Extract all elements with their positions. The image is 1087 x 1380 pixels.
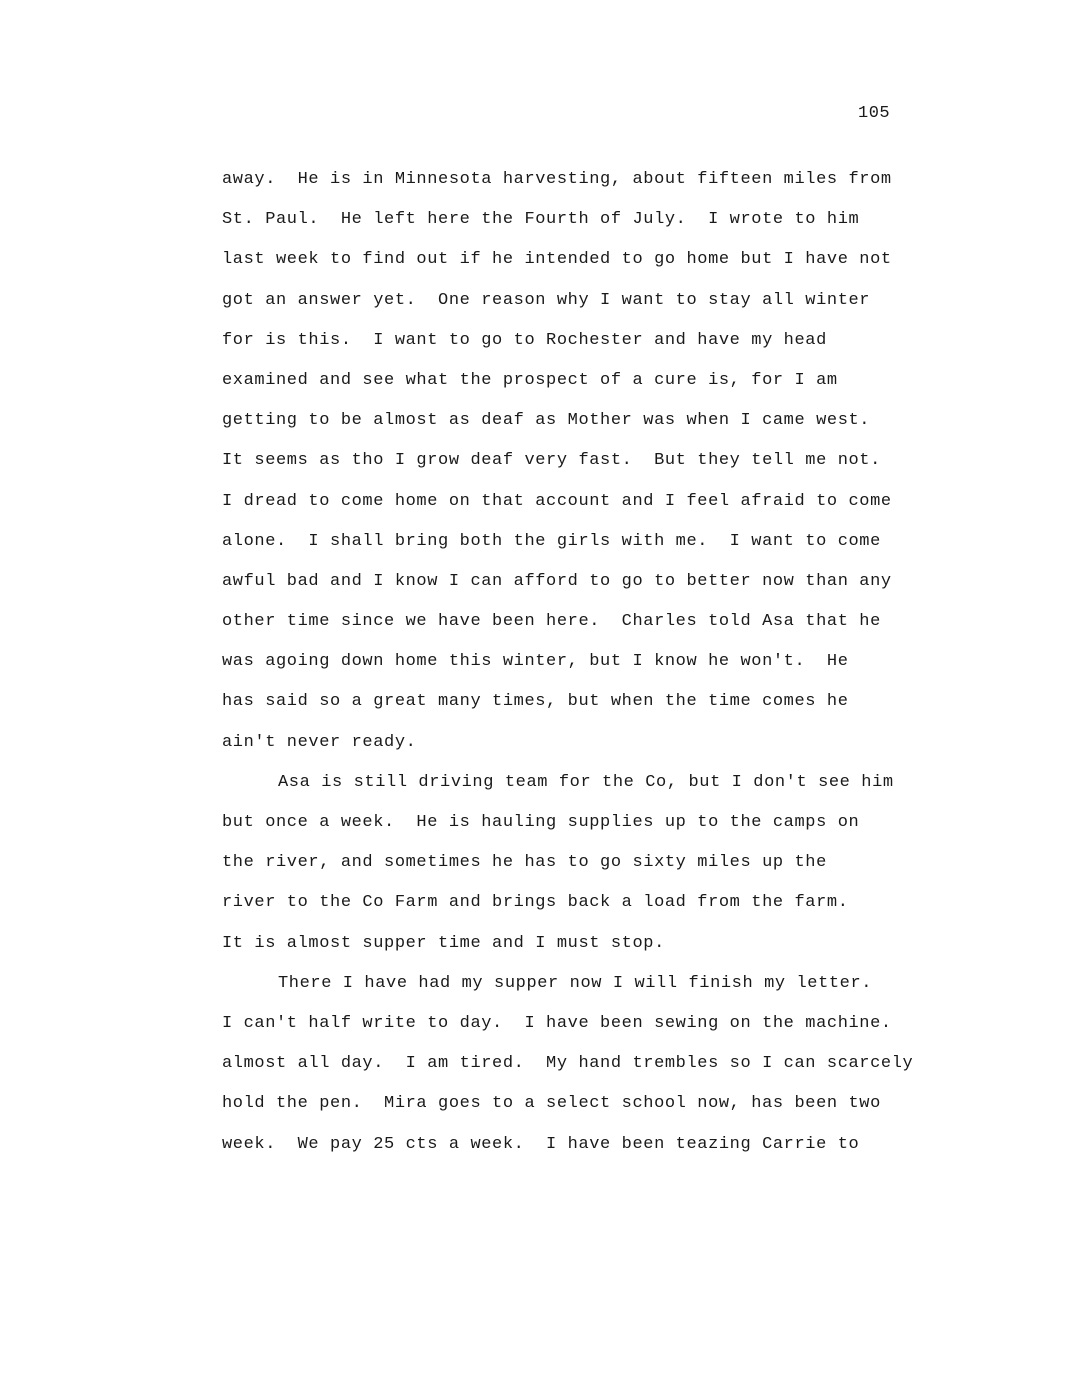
text-line: river to the Co Farm and brings back a load from the farm. <box>222 893 849 913</box>
text-line: last week to find out if he intended to go home but I have not <box>222 250 892 270</box>
text-line: getting to be almost as deaf as Mother was when I came west. <box>222 411 871 431</box>
text-line: alone. I shall bring both the girls with me. I want to come <box>222 531 881 551</box>
text-line: St. Paul. He left here the Fourth of July. I wrote to him <box>222 210 860 230</box>
text-line: the river, and sometimes he has to go sixty miles up the <box>222 853 827 873</box>
paragraph-start-line: Asa is still driving team for the Co, but I don't see him <box>278 772 894 792</box>
text-line: I dread to come home on that account and I feel afraid to come <box>222 491 892 511</box>
page-number: 105 <box>858 104 891 123</box>
text-line: examined and see what the prospect of a cure is, for I am <box>222 370 838 390</box>
letter-body <box>222 160 942 1165</box>
text-line: awful bad and I know I can afford to go to better now than any <box>222 571 892 591</box>
text-line: I can't half write to day. I have been sewing on the machine. <box>222 1013 892 1033</box>
text-line: hold the pen. Mira goes to a select school now, has been two <box>222 1094 881 1114</box>
text-line: away. He is in Minnesota harvesting, about fifteen miles from <box>222 170 892 189</box>
text-line: week. We pay 25 cts a week. I have been teazing Carrie to <box>222 1134 860 1154</box>
text-line: was agoing down home this winter, but I know he won't. He <box>222 652 849 672</box>
text-line: ain't never ready. <box>222 732 417 752</box>
text-line: has said so a great many times, but when the time comes he <box>222 692 849 712</box>
text-line: It is almost supper time and I must stop. <box>222 933 665 953</box>
text-line: other time since we have been here. Charles told Asa that he <box>222 612 881 632</box>
text-line: got an answer yet. One reason why I want to stay all winter <box>222 290 871 310</box>
text-line: but once a week. He is hauling supplies up to the camps on <box>222 813 860 832</box>
text-line: It seems as tho I grow deaf very fast. But they tell me not. <box>222 451 881 471</box>
paragraph-start-line: There I have had my supper now I will finish my letter. <box>278 973 873 993</box>
text-line: almost all day. I am tired. My hand trembles so I can scarcely <box>222 1054 914 1074</box>
text-line: for is this. I want to go to Rochester and have my head <box>222 330 827 350</box>
